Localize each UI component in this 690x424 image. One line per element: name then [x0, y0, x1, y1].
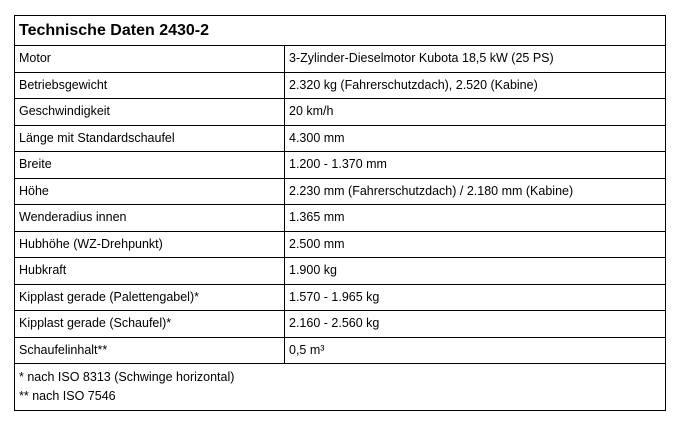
- row-label: Motor: [15, 46, 285, 73]
- footnote: * nach ISO 8313 (Schwinge horizontal): [19, 370, 235, 384]
- row-label: Hubhöhe (WZ-Drehpunkt): [15, 231, 285, 258]
- table-row: [15, 258, 666, 285]
- row-value: 1.570 - 1.965 kg: [285, 284, 666, 311]
- row-value: 4.300 mm: [285, 125, 666, 152]
- table-row: [15, 72, 666, 99]
- row-value: 2.160 - 2.560 kg: [285, 311, 666, 338]
- table-row: [15, 337, 666, 364]
- table-row: [15, 125, 666, 152]
- table-row: [15, 99, 666, 126]
- row-value: 1.365 mm: [285, 205, 666, 232]
- row-value: 3-Zylinder-Dieselmotor Kubota 18,5 kW (25 PS): [285, 46, 666, 73]
- row-value: 2.320 kg (Fahrerschutzdach), 2.520 (Kabine): [285, 72, 666, 99]
- table-row: [15, 231, 666, 258]
- footnote-row: [15, 364, 666, 411]
- table-row: [15, 152, 666, 179]
- row-label: Wenderadius innen: [15, 205, 285, 232]
- table-title: Technische Daten 2430-2: [15, 16, 666, 46]
- footnotes: [15, 364, 666, 411]
- row-label: Schaufelinhalt**: [15, 337, 285, 364]
- row-value: 1.900 kg: [285, 258, 666, 285]
- footnote: ** nach ISO 7546: [19, 389, 116, 403]
- table-body: [15, 16, 666, 411]
- table-row: [15, 205, 666, 232]
- row-value: 20 km/h: [285, 99, 666, 126]
- row-value: 2.500 mm: [285, 231, 666, 258]
- table-row: [15, 46, 666, 73]
- row-value: 1.200 - 1.370 mm: [285, 152, 666, 179]
- row-label: Kipplast gerade (Palettengabel)*: [15, 284, 285, 311]
- row-label: Länge mit Standardschaufel: [15, 125, 285, 152]
- row-value: 0,5 m³: [285, 337, 666, 364]
- table-title-row: [15, 16, 666, 46]
- row-label: Kipplast gerade (Schaufel)*: [15, 311, 285, 338]
- row-label: Geschwindigkeit: [15, 99, 285, 126]
- row-value: 2.230 mm (Fahrerschutzdach) / 2.180 mm (Kabine): [285, 178, 666, 205]
- table-row: [15, 284, 666, 311]
- table-row: [15, 311, 666, 338]
- row-label: Betriebsgewicht: [15, 72, 285, 99]
- row-label: Hubkraft: [15, 258, 285, 285]
- row-label: Höhe: [15, 178, 285, 205]
- table-row: [15, 178, 666, 205]
- technical-data-table: [14, 15, 666, 411]
- row-label: Breite: [15, 152, 285, 179]
